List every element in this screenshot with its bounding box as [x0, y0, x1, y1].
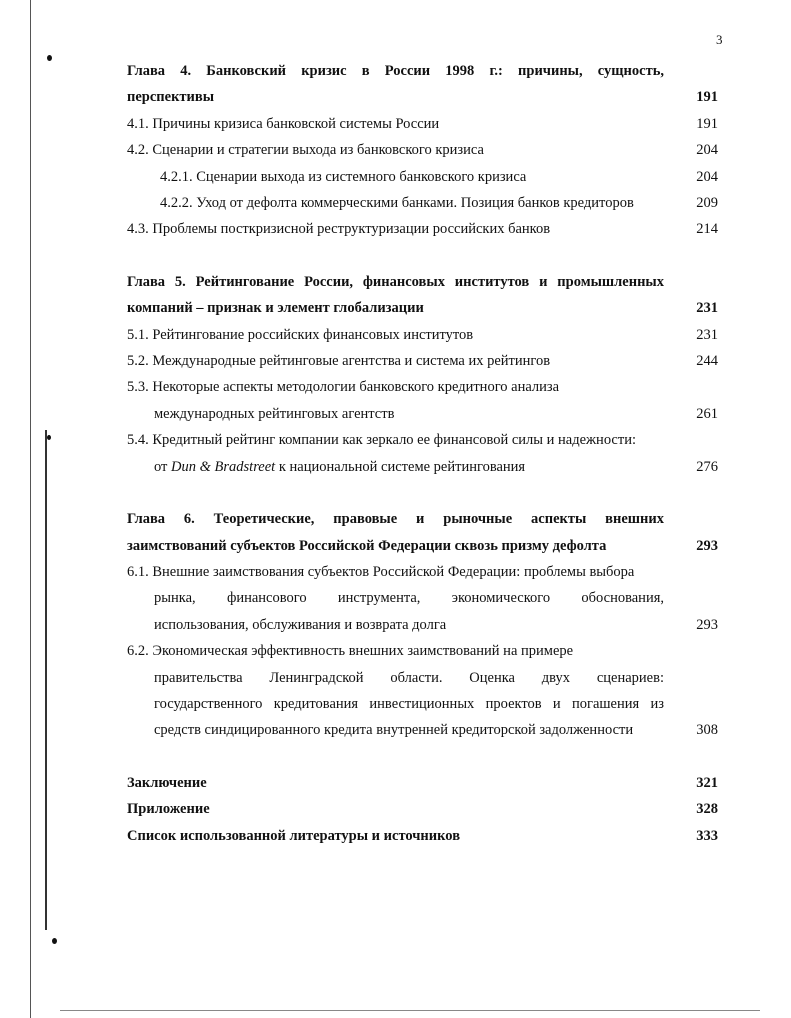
page-ref: 321	[696, 774, 718, 791]
page-ref: 244	[696, 353, 718, 370]
company-name: Dun & Bradstreet	[171, 458, 276, 475]
toc-entry-continuation: использования, обслуживания и возврата долга 293	[127, 612, 718, 638]
toc-entry: 4.1. Причины кризиса банковской системы России 191	[127, 111, 718, 137]
chapter-5-title-line2	[127, 295, 718, 321]
chapter-4-title-line1	[127, 58, 718, 84]
chapter-title-text: заимствований субъектов Российской Федерации сквозь призму дефолта	[127, 537, 607, 554]
page-ref: 231	[696, 326, 718, 343]
chapter-title-text: Глава 6. Теоретические, правовые и рыночные аспекты внешних	[127, 511, 664, 528]
page-ref: 308	[696, 722, 718, 739]
toc-entry: 5.4. Кредитный рейтинг компании как зеркало ее финансовой силы и надежности:	[127, 432, 636, 449]
toc-entry-continuation: правительства Ленинградской области. Оценка двух сценариев:	[154, 669, 664, 686]
toc-entry-appendix: Приложение 328	[127, 796, 718, 822]
toc-entry: 6.2. Экономическая эффективность внешних заимствований на примере	[127, 643, 574, 660]
scan-edge-mark	[45, 430, 47, 930]
scan-dot	[52, 938, 57, 944]
chapter-title-text: Глава 4. Банковский кризис в России 1998 г.: причины, сущность,	[127, 63, 664, 79]
page-ref: 261	[696, 405, 718, 422]
page-ref: 231	[696, 300, 718, 317]
page-ref: 204	[696, 142, 718, 159]
toc-entry: 5.1. Рейтингование российских финансовых институтов 231	[127, 322, 718, 348]
page-ref: 214	[696, 221, 718, 238]
page-ref: 204	[696, 168, 718, 185]
toc-entry: 5.2. Международные рейтинговые агентства и система их рейтингов 244	[127, 348, 718, 374]
chapter-4-title-line2	[127, 84, 718, 110]
page-ref: 276	[696, 458, 718, 475]
toc-entry-continuation: средств синдицированного кредита внутренней кредиторской задолженности 308	[127, 717, 718, 743]
chapter-6-title-line1	[127, 506, 718, 532]
page-ref: 191	[696, 89, 718, 106]
page-number: 3	[716, 32, 723, 47]
chapter-title-text: Глава 5. Рейтингование России, финансовых институтов и промышленных	[127, 273, 664, 290]
page-ref: 328	[696, 801, 718, 818]
toc-entry: 5.3. Некоторые аспекты методологии банковского кредитного анализа	[127, 379, 560, 396]
scan-dot	[47, 55, 52, 61]
toc-entry-continuation: от Dun & Bradstreet к национальной системе рейтингования 276	[127, 454, 718, 480]
page-ref: 333	[696, 827, 718, 844]
toc-entry: 4.2. Сценарии и стратегии выхода из банковского кризиса 204	[127, 137, 718, 163]
chapter-title-text: перспективы	[127, 89, 215, 106]
toc-entry-conclusion: Заключение 321	[127, 770, 718, 796]
toc-entry-continuation: рынка, финансового инструмента, экономического обоснования,	[154, 590, 664, 607]
chapter-6-title-line2	[127, 533, 718, 559]
toc-entry: 4.2.1. Сценарии выхода из системного банковского кризиса 204	[127, 164, 718, 190]
page-ref: 191	[696, 115, 718, 132]
page-ref: 209	[696, 195, 718, 212]
toc-entry-continuation: государственного кредитования инвестиционных проектов и погашения из	[154, 695, 664, 712]
toc-entry: 4.2.2. Уход от дефолта коммерческими банками. Позиция банков кредиторов 209	[127, 190, 718, 216]
scan-bottom-line	[60, 1010, 760, 1011]
scan-dot	[47, 435, 51, 440]
toc-entry: 6.1. Внешние заимствования субъектов Российской Федерации: проблемы выбора	[127, 563, 635, 580]
chapter-title-text: компаний – признак и элемент глобализации	[127, 300, 424, 317]
table-of-contents	[127, 58, 718, 849]
toc-entry-continuation: международных рейтинговых агентств 261	[127, 401, 718, 427]
toc-entry: 4.3. Проблемы посткризисной реструктуризации российских банков 214	[127, 216, 718, 242]
scan-edge-line	[30, 0, 31, 1018]
toc-entry-bibliography: Список использованной литературы и источников 333	[127, 823, 718, 849]
page-ref: 293	[696, 616, 718, 633]
page-ref: 293	[696, 537, 718, 554]
chapter-5-title-line1	[127, 269, 718, 295]
